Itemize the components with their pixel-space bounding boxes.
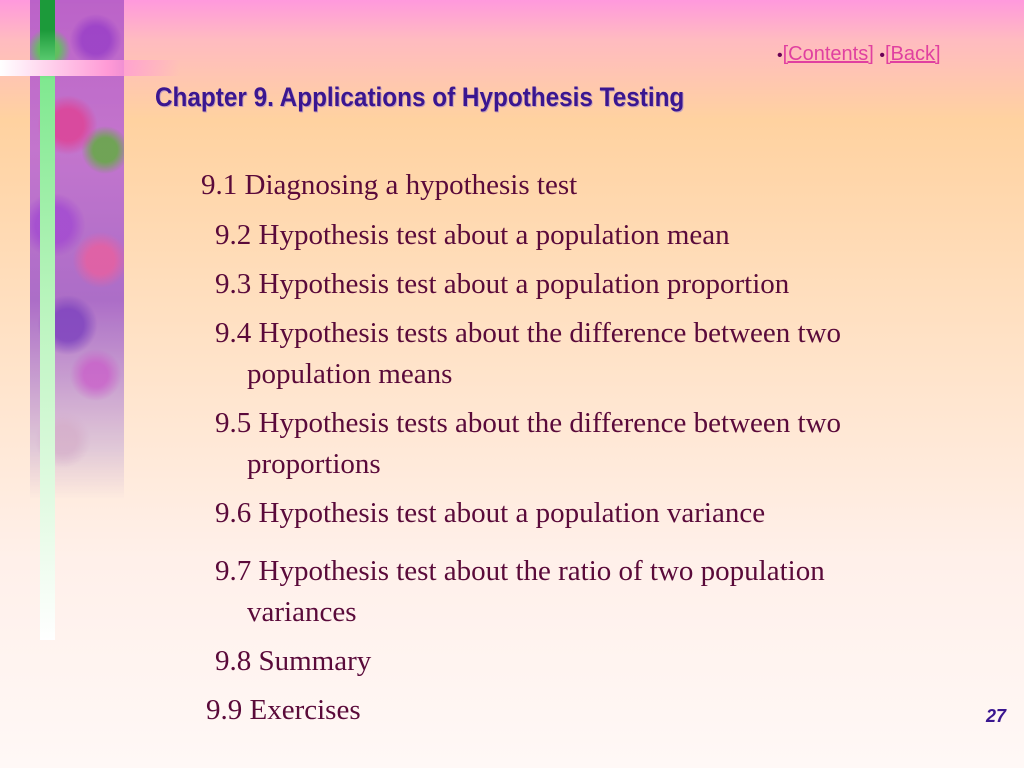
toc-item-9-2 (215, 215, 730, 256)
toc-item-9-8 (215, 641, 371, 682)
toc-item-label: 9.6 Hypothesis test about a population variance (215, 497, 766, 529)
toc-item-9-7 (215, 551, 825, 633)
toc-item-label: 9.3 Hypothesis test about a population proportion (215, 268, 790, 300)
page-number: 27 (986, 706, 1007, 726)
toc-item-label: 9.8 Summary (215, 645, 372, 677)
toc-item-9-9 (206, 690, 361, 731)
decorative-vertical-bar (40, 0, 55, 640)
toc-item-label-continued: proportions (247, 448, 381, 480)
toc-item-9-1 (201, 165, 577, 206)
toc-item-label: 9.7 Hypothesis test about the ratio of two population (215, 555, 825, 587)
slide-navigation (777, 43, 941, 66)
toc-item-label: 9.1 Diagnosing a hypothesis test (201, 169, 578, 201)
bullet-icon: • (777, 47, 783, 64)
bullet-icon: • (879, 47, 885, 64)
toc-item-label-continued: variances (247, 596, 357, 628)
toc-item-label: 9.2 Hypothesis test about a population mean (215, 219, 730, 251)
toc-item-9-4 (215, 313, 841, 395)
toc-item-9-6 (215, 493, 765, 534)
slide-title: Chapter 9. Applications of Hypothesis Testing (155, 82, 685, 112)
toc-item-label: 9.9 Exercises (206, 694, 361, 726)
toc-item-label: 9.4 Hypothesis tests about the difference between two (215, 317, 842, 349)
toc-item-9-5 (215, 403, 841, 485)
contents-link[interactable]: [Contents] (782, 43, 874, 65)
toc-item-label: 9.5 Hypothesis tests about the difference between two (215, 407, 842, 439)
toc-item-label-continued: population means (247, 358, 453, 390)
toc-item-9-3 (215, 264, 789, 305)
back-link[interactable]: [Back] (884, 43, 941, 65)
decorative-horizontal-bar (0, 60, 180, 76)
